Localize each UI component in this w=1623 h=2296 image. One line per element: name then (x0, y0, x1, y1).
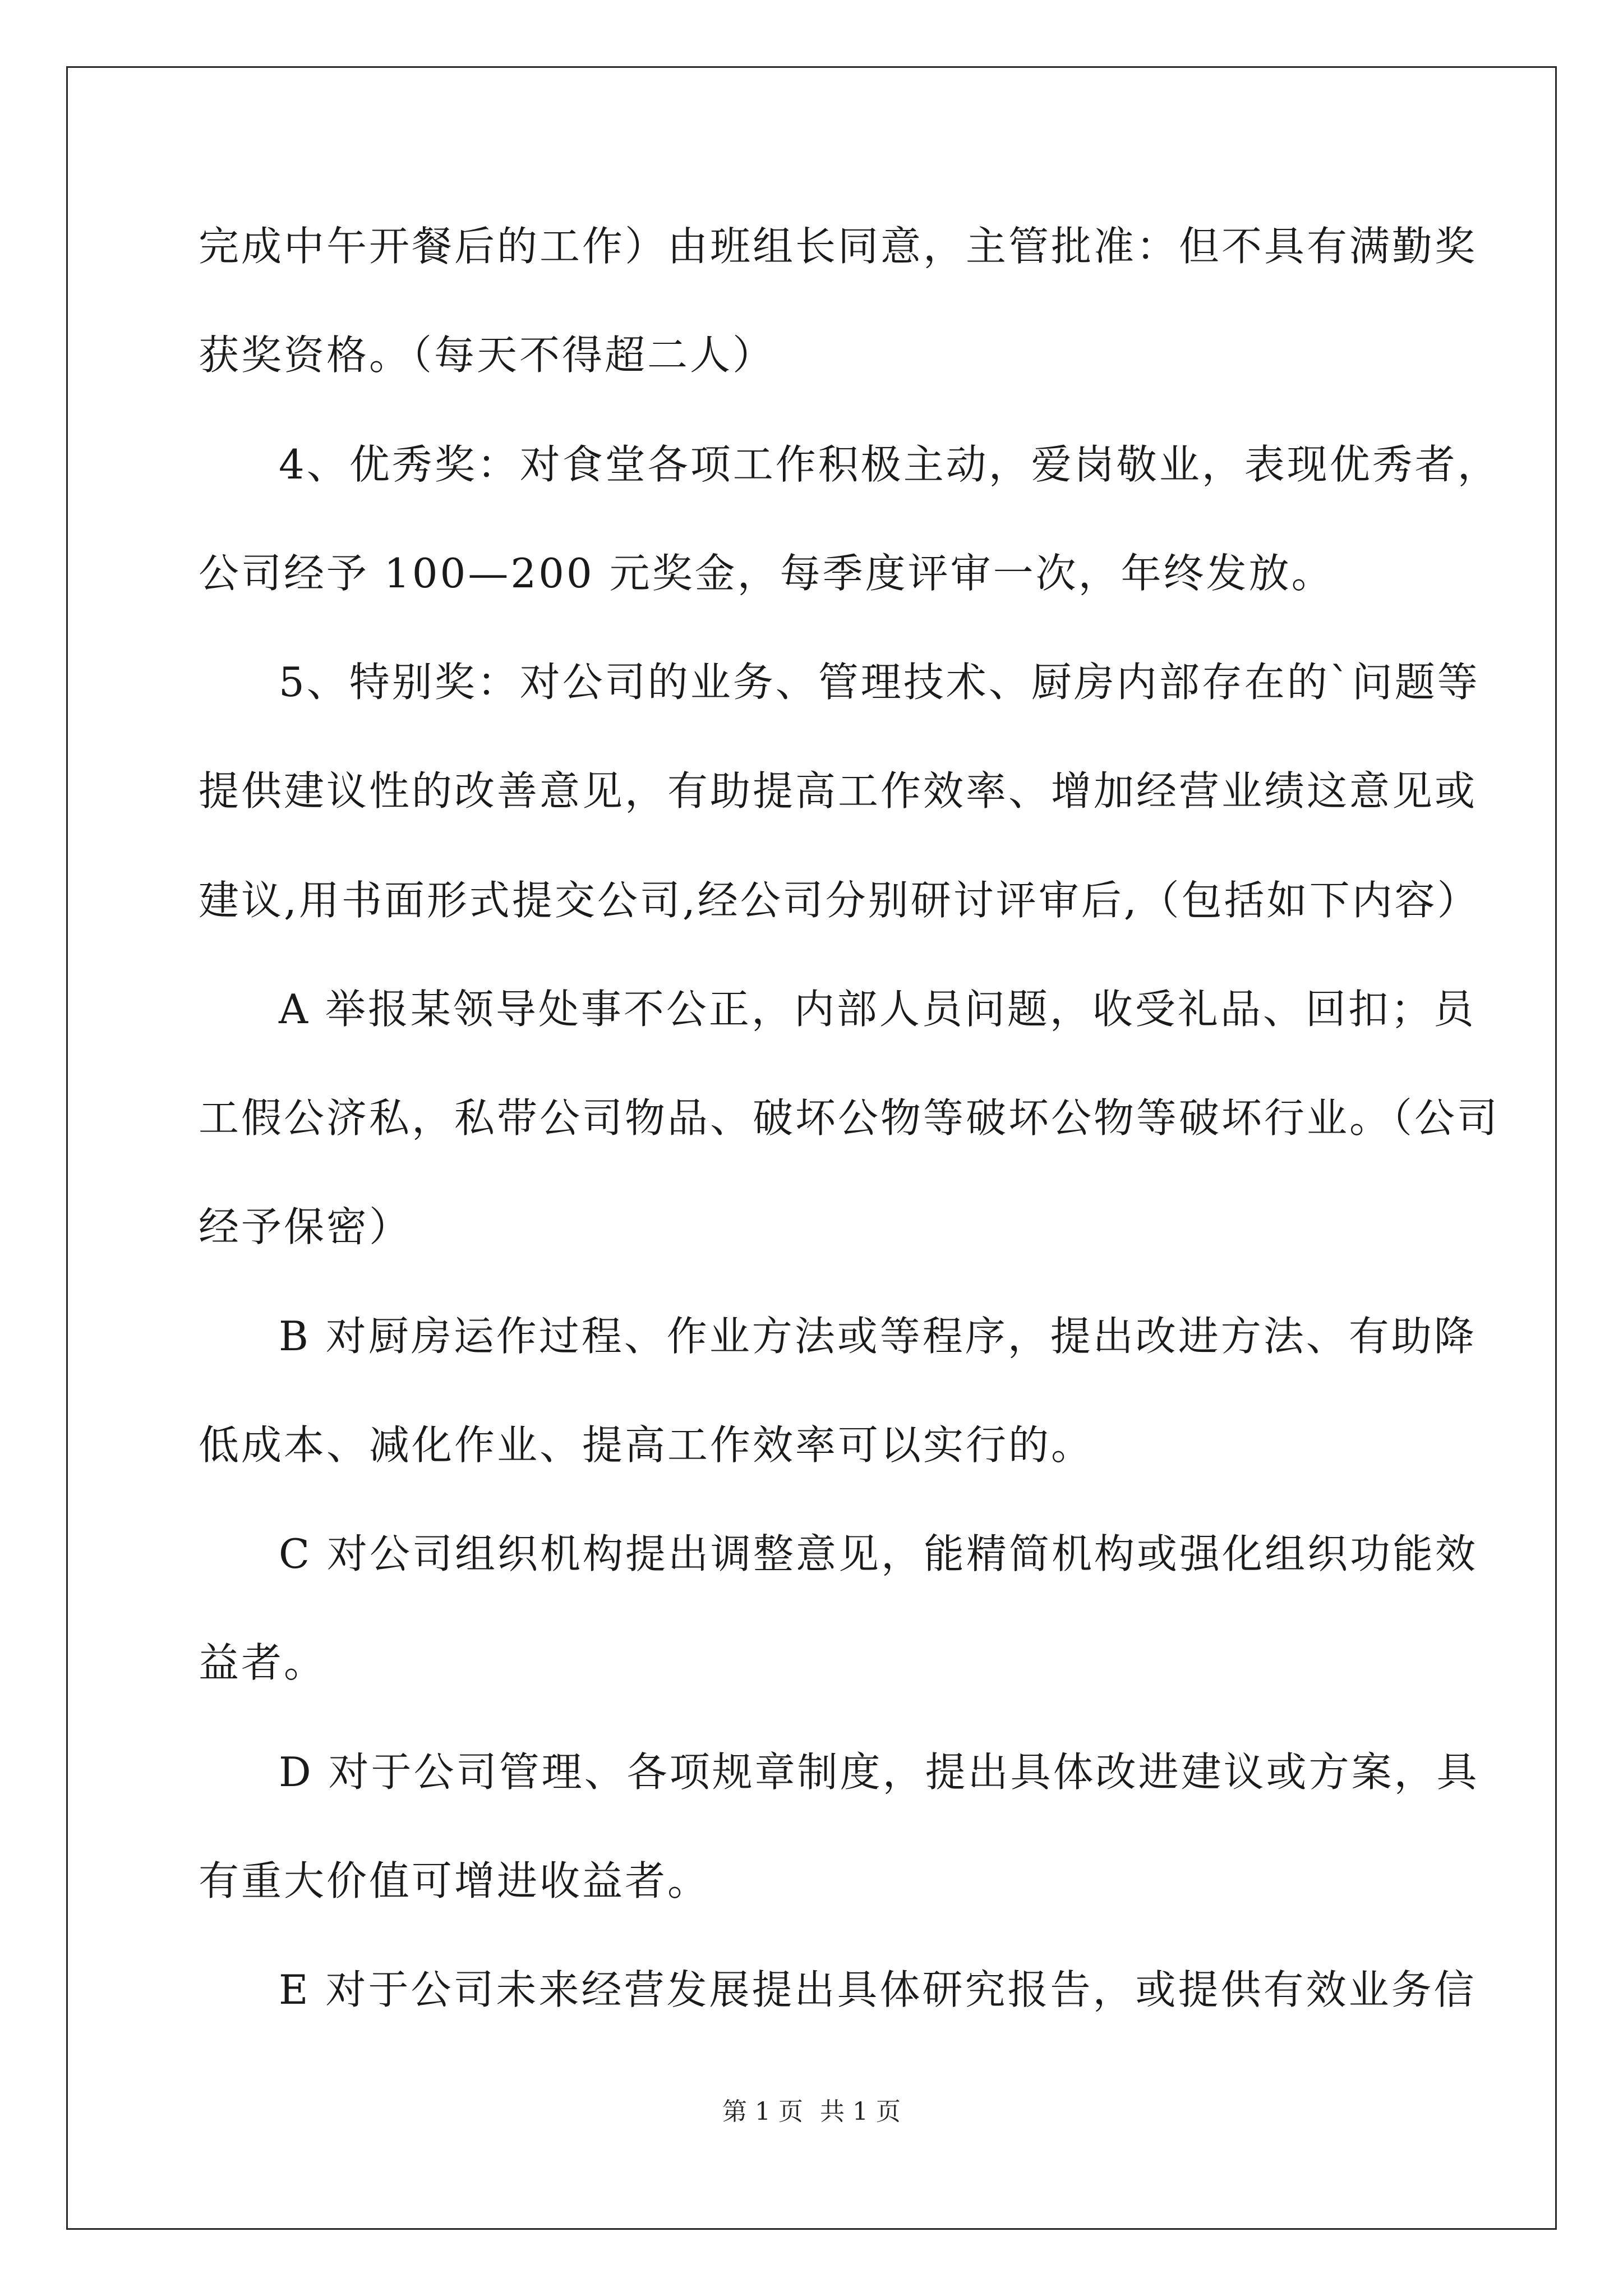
text-line: E 对于公司未来经营发展提出具体研究报告，或提供有效业务信 (279, 1966, 1477, 2013)
page-total: 共 1 页 (820, 2097, 901, 2126)
text-line: 益者。 (199, 1639, 327, 1686)
text-line: 建议,用书面形式提交公司,经公司分别研讨评审后,（包括如下内容） (199, 877, 1480, 924)
text-line: 有重大价值可增进收益者。 (199, 1857, 711, 1904)
page-number: 第 1 页 (722, 2097, 803, 2126)
text-line: A 举报某领导处事不公正，内部人员问题，收受礼品、回扣；员 (279, 986, 1476, 1033)
text-line: 获奖资格。（每天不得超二人） (199, 332, 776, 379)
text-line: 工假公济私，私带公司物品、破坏公物等破坏公物等破坏行业。（公司 (199, 1094, 1500, 1142)
text-line: 4、优秀奖：对食堂各项工作积极主动，爱岗敬业，表现优秀者， (279, 441, 1500, 488)
text-line: 低成本、减化作业、提高工作效率可以实行的。 (199, 1421, 1094, 1469)
text-line: 完成中午开餐后的工作）由班组长同意，主管批准：但不具有满勤奖 (199, 223, 1478, 270)
text-line: D 对于公司管理、各项规章制度，提出具体改进建议或方案，具 (279, 1749, 1479, 1796)
text-line: 5、特别奖：对公司的业务、管理技术、厨房内部存在的`问题等 (279, 659, 1480, 706)
text-line: 经予保密） (199, 1203, 412, 1250)
text-line: 提供建议性的改善意见，有助提高工作效率、增加经营业绩这意见或 (199, 767, 1478, 815)
text-line: B 对厨房运作过程、作业方法或等程序，提出改进方法、有助降 (279, 1313, 1477, 1360)
text-line: 公司经予 100—200 元奖金，每季度评审一次，年终发放。 (199, 550, 1334, 597)
text-line: C 对公司组织机构提出调整意见，能精简机构或强化组织功能效 (279, 1530, 1478, 1577)
page-footer (0, 2096, 1623, 2128)
